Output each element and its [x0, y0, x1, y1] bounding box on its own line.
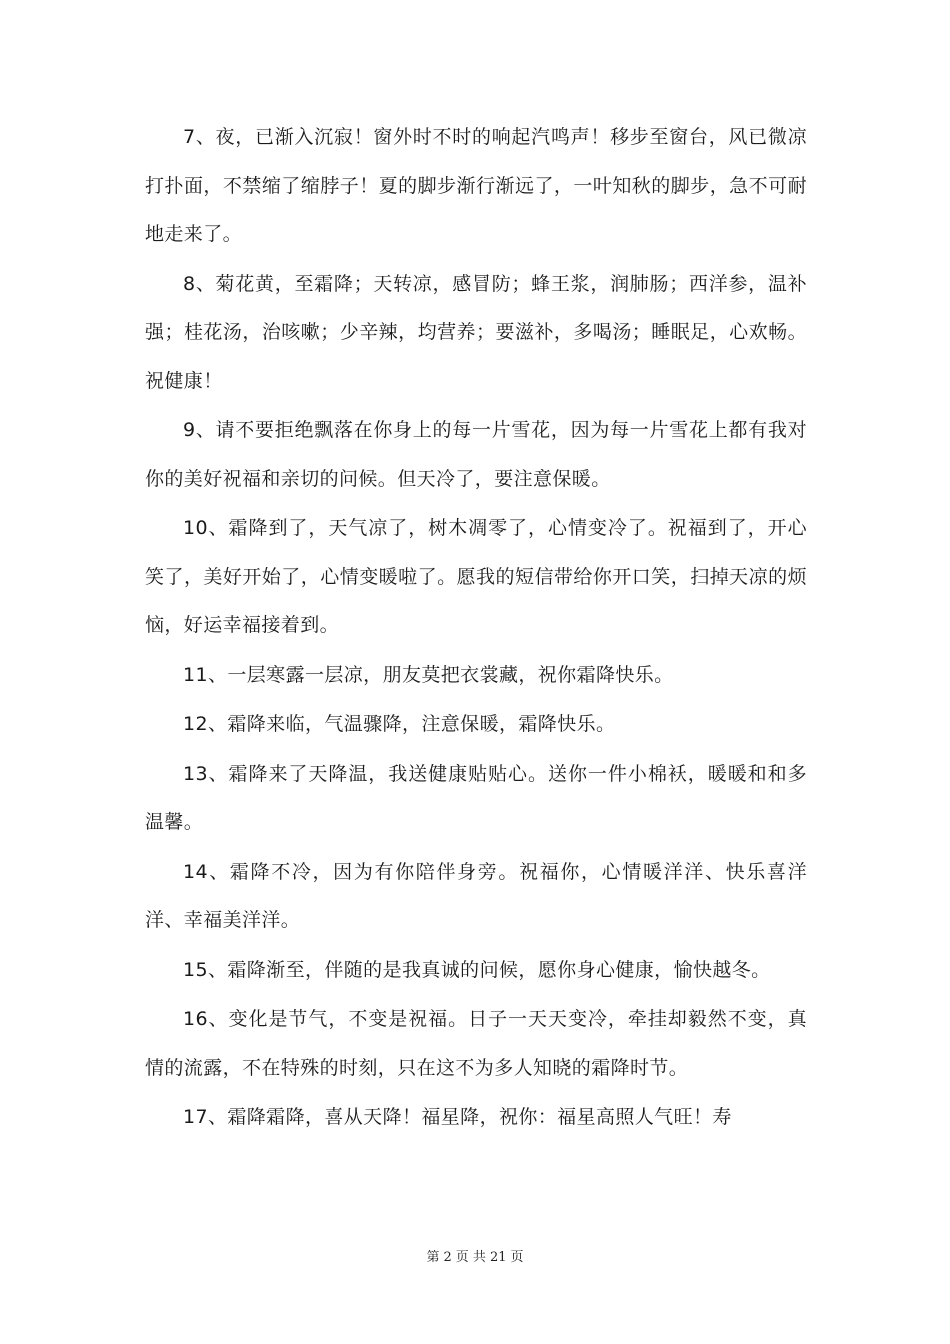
paragraph-7: 7、夜，已渐入沉寂！窗外时不时的响起汽鸣声！移步至窗台，风已微凉打扑面，不禁缩了缩脖子！夏的脚步渐行渐远了，一叶知秋的脚步，急不可耐地走来了。	[145, 126, 807, 245]
paragraph-14: 14、霜降不冷，因为有你陪伴身旁。祝福你，心情暖洋洋、快乐喜洋洋、幸福美洋洋。	[145, 860, 807, 931]
document-body	[145, 113, 807, 1143]
paragraph-13: 13、霜降来了天降温，我送健康贴贴心。送你一件小棉袄，暖暖和和多温馨。	[145, 762, 807, 833]
footer-page-number: 2	[443, 1250, 452, 1265]
paragraph-12: 12、霜降来临，气温骤降，注意保暖，霜降快乐。	[183, 713, 616, 735]
paragraph-16: 16、变化是节气，不变是祝福。日子一天天变冷，牵挂却毅然不变，真情的流露，不在特殊的时刻，只在这不为多人知晓的霜降时节。	[145, 1008, 807, 1079]
footer-prefix: 第	[426, 1250, 440, 1265]
footer-middle: 页 共	[455, 1250, 486, 1265]
paragraph-10: 10、霜降到了，天气凉了，树木凋零了，心情变冷了。祝福到了，开心笑了，美好开始了，心情变暖啦了。愿我的短信带给你开口笑，扫掉天凉的烦恼，好运幸福接着到。	[145, 517, 807, 636]
paragraph-15: 15、霜降渐至，伴随的是我真诚的问候，愿你身心健康，愉快越冬。	[183, 958, 771, 981]
page-footer	[0, 1249, 950, 1267]
paragraph-8: 8、菊花黄，至霜降；天转凉，感冒防；蜂王浆，润肺肠；西洋参，温补强；桂花汤，治咳嗽；少辛辣，均营养；要滋补，多喝汤；睡眠足，心欢畅。祝健康！	[145, 272, 807, 392]
paragraph-11: 11、一层寒露一层凉，朋友莫把衣裳藏，祝你霜降快乐。	[183, 663, 674, 686]
paragraph-17: 17、霜降霜降，喜从天降！福星降，祝你：福星高照人气旺！寿	[183, 1106, 732, 1128]
paragraph-9: 9、请不要拒绝飘落在你身上的每一片雪花，因为每一片雪花上都有我对你的美好祝福和亲切的问候。但天冷了，要注意保暖。	[145, 419, 807, 490]
footer-total-pages: 21	[489, 1250, 507, 1265]
footer-suffix: 页	[510, 1250, 524, 1265]
